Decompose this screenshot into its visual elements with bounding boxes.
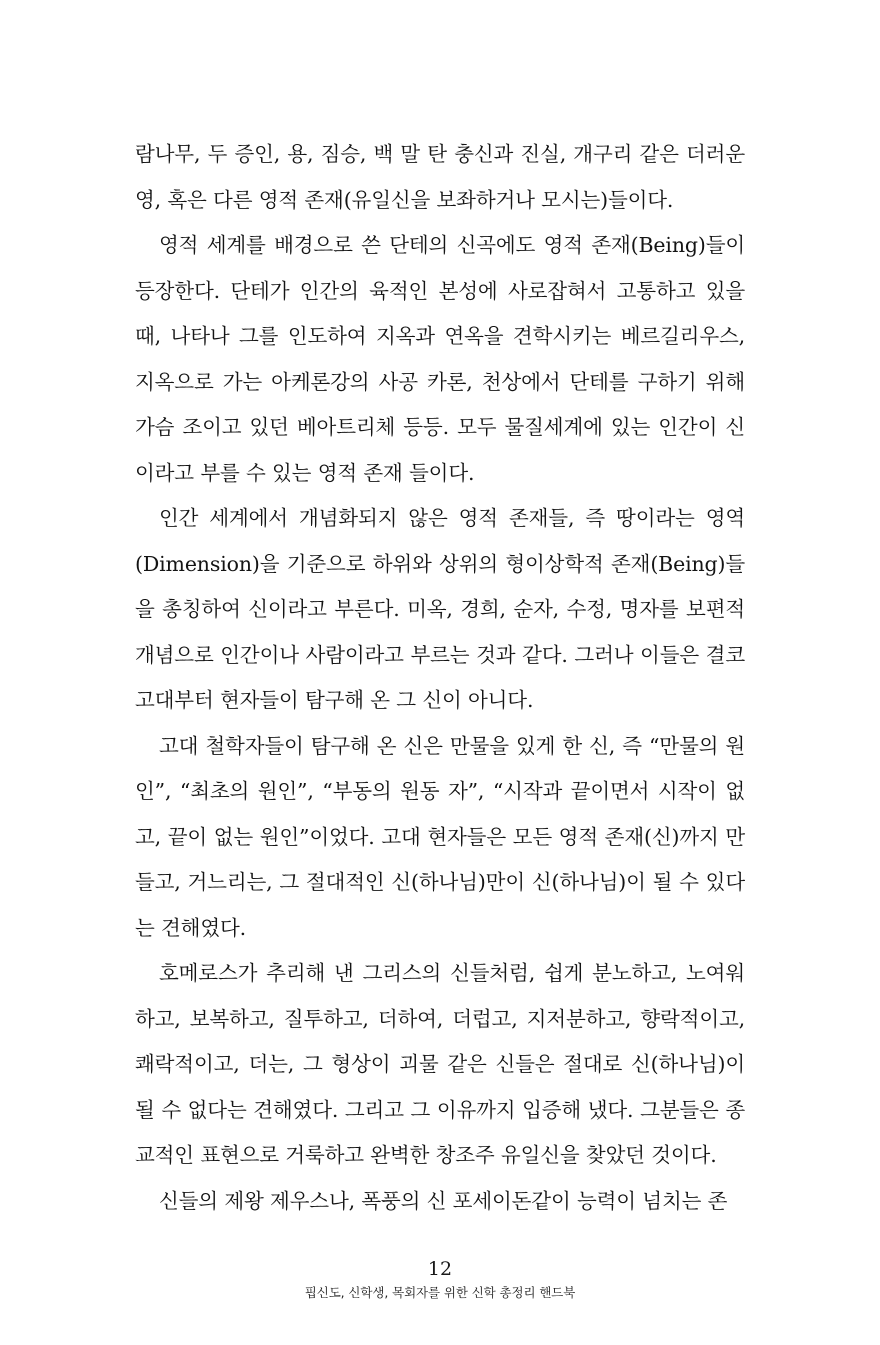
- paragraph: 람나무, 두 증인, 용, 짐승, 백 말 탄 충신과 진실, 개구리 같은 더러운 영, 혹은 다른 영적 존재(유일신을 보좌하거나 모시는)들이다.: [135, 142, 745, 212]
- page-body: [135, 132, 745, 1224]
- page-footer: [0, 1257, 880, 1303]
- paragraph: 고대 철학자들이 탐구해 온 신은 만물을 있게 한 신, 즉 “만물의 원인”, “최초의 원인”, “부동의 원동 자”, “시작과 끝이면서 시작이 없고, 끝이 없는 원인”이었다. 고대 현자들은 모든 영적 존재(신)까지 만들고, 거느리는, 그 절대적인 신(하나님)만이 신(하나님)이 될 수 있다는 견해였다.: [135, 733, 745, 940]
- paragraph: 영적 세계를 배경으로 쓴 단테의 신곡에도 영적 존재(Being)들이 등장한다. 단테가 인간의 육적인 본성에 사로잡혀서 고통하고 있을 때, 나타나 그를 인도하여 지옥과 연옥을 견학시키는 베르길리우스, 지옥으로 가는 아케론강의 사공 카론, 천상에서 단테를 구하기 위해 가슴 조이고 있던 베아트리체 등등. 모두 물질세계에 있는 인간이 신이라고 부를 수 있는 영적 존재 들이다.: [135, 233, 745, 485]
- page-number: 12: [427, 1258, 453, 1280]
- paragraph: 인간 세계에서 개념화되지 않은 영적 존재들, 즉 땅이라는 영역(Dimension)을 기준으로 하위와 상위의 형이상학적 존재(Being)들을 총칭하여 신이라고 부른다. 미옥, 경희, 순자, 수정, 명자를 보편적 개념으로 인간이나 사람이라고 부르는 것과 같다. 그러나 이들은 결코 고대부터 현자들이 탐구해 온 그 신이 아니다.: [135, 506, 745, 712]
- paragraph: 신들의 제왕 제우스나, 폭풍의 신 포세이돈같이 능력이 넘치는 존: [159, 1188, 728, 1213]
- paragraph: 호메로스가 추리해 낸 그리스의 신들처럼, 쉽게 분노하고, 노여워하고, 보복하고, 질투하고, 더하여, 더럽고, 지저분하고, 향락적이고, 쾌락적이고, 더는, 그 형상이 괴물 같은 신들은 절대로 신(하나님)이 될 수 없다는 견해였다. 그리고 그 이유까지 입증해 냈다. 그분들은 종교적인 표현으로 거룩하고 완벽한 창조주 유일신을 찾았던 것이다.: [135, 961, 745, 1167]
- footer-caption: 핍신도, 신학생, 목회자를 위한 신학 총정리 핸드북: [304, 1285, 576, 1300]
